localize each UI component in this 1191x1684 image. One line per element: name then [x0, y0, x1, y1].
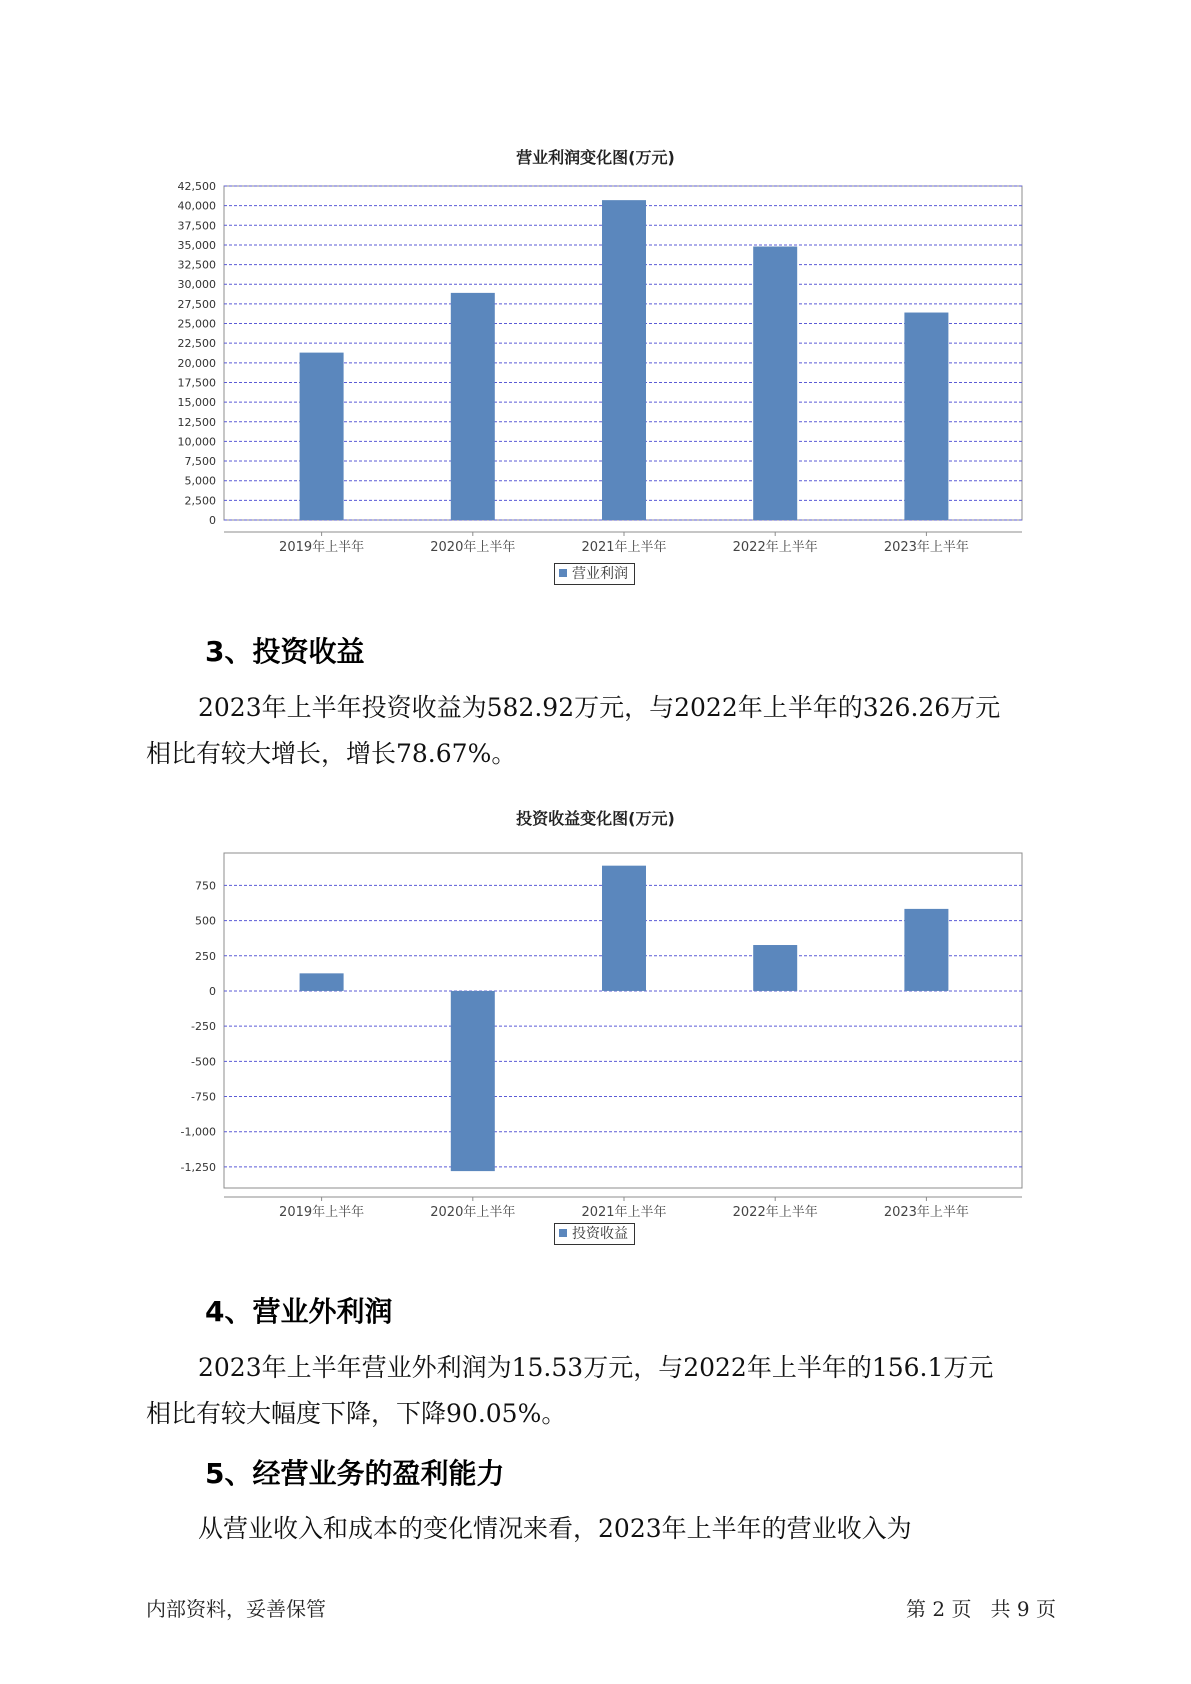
chart1-x-tick-label: 2020年上半年 — [430, 540, 516, 555]
chart1-y-tick-label: 27,500 — [177, 297, 216, 311]
chart1-x-tick-label: 2023年上半年 — [883, 540, 969, 555]
chart2-x-tick-label: 2022年上半年 — [732, 1205, 818, 1220]
chart1-y-tick-label: 32,500 — [177, 258, 216, 272]
chart1-y-tick-label: 2,500 — [184, 494, 216, 508]
legend-swatch — [559, 1229, 567, 1237]
section-5-line1: 从营业收入和成本的变化情况来看，2023年上半年的营业收入为 — [198, 1514, 912, 1543]
chart2-bar — [602, 866, 646, 991]
chart2-title: 投资收益变化图(万元) — [516, 809, 675, 828]
section-5-paragraph — [146, 1506, 1061, 1552]
chart1-legend-label: 营业利润 — [572, 566, 628, 582]
chart1-title: 营业利润变化图(万元) — [516, 148, 675, 167]
chart2-x-tick-label: 2023年上半年 — [883, 1205, 969, 1220]
chart2-y-tick-label: -1,000 — [180, 1125, 216, 1139]
chart1-y-tick-label: 7,500 — [184, 455, 216, 469]
chart2-bar — [753, 945, 797, 991]
chart2-y-tick-label: 250 — [195, 949, 216, 963]
chart2-legend — [554, 1223, 635, 1245]
footer-confidential: 内部资料，妥善保管 — [146, 1597, 326, 1621]
chart2-legend-label: 投资收益 — [572, 1226, 628, 1242]
section-4-line2: 相比有较大幅度下降，下降90.05%。 — [146, 1399, 567, 1428]
footer-page-number: 第 2 页 共 9 页 — [906, 1597, 1056, 1621]
section-3-heading: 3、投资收益 — [205, 635, 365, 668]
section-5-heading: 5、经营业务的盈利能力 — [205, 1457, 505, 1490]
chart1-y-tick-label: 37,500 — [177, 219, 216, 233]
chart2-y-tick-label: -250 — [191, 1020, 216, 1034]
chart1-y-tick-label: 22,500 — [177, 337, 216, 351]
chart2-y-tick-label: -750 — [191, 1090, 216, 1104]
chart1-y-tick-label: 15,000 — [177, 396, 216, 410]
chart2-bar — [300, 973, 344, 991]
chart1-y-tick-label: 10,000 — [177, 435, 216, 449]
section-3-line1: 2023年上半年投资收益为582.92万元，与2022年上半年的326.26万元 — [198, 693, 1001, 722]
chart1-y-tick-label: 0 — [209, 514, 216, 527]
chart1-y-tick-label: 12,500 — [177, 415, 216, 429]
chart1-y-tick-label: 35,000 — [177, 238, 216, 252]
chart1-x-tick-label: 2021年上半年 — [581, 540, 667, 555]
chart1-y-tick-label: 40,000 — [177, 199, 216, 213]
chart1-x-tick-label: 2019年上半年 — [279, 540, 365, 555]
chart2-y-tick-label: 0 — [209, 984, 216, 998]
chart2-y-tick-label: 500 — [195, 914, 216, 928]
chart1-y-tick-label: 17,500 — [177, 376, 216, 390]
section-4-heading: 4、营业外利润 — [205, 1295, 393, 1328]
chart2-bar — [451, 991, 495, 1171]
chart1-y-tick-label: 25,000 — [177, 317, 216, 331]
chart2-x-tick-label: 2021年上半年 — [581, 1205, 667, 1220]
chart2-bar — [904, 909, 948, 991]
chart2-y-tick-label: -1,250 — [180, 1160, 216, 1174]
chart1-x-tick-label: 2022年上半年 — [732, 540, 818, 555]
chart2-x-tick-label: 2020年上半年 — [430, 1205, 516, 1220]
chart1-y-tick-label: 5,000 — [184, 474, 216, 488]
section-4-line1: 2023年上半年营业外利润为15.53万元，与2022年上半年的156.1万元 — [198, 1353, 994, 1382]
chart2-x-tick-label: 2019年上半年 — [279, 1205, 365, 1220]
chart1-y-tick-label: 42,500 — [177, 180, 216, 193]
section-3-line2: 相比有较大增长，增长78.67%。 — [146, 739, 517, 768]
chart2-y-tick-label: 750 — [195, 879, 216, 893]
chart2-y-tick-label: -500 — [191, 1055, 216, 1069]
chart1-y-tick-label: 30,000 — [177, 278, 216, 292]
section-4-paragraph — [146, 1345, 1061, 1437]
chart1-y-tick-label: 20,000 — [177, 356, 216, 370]
